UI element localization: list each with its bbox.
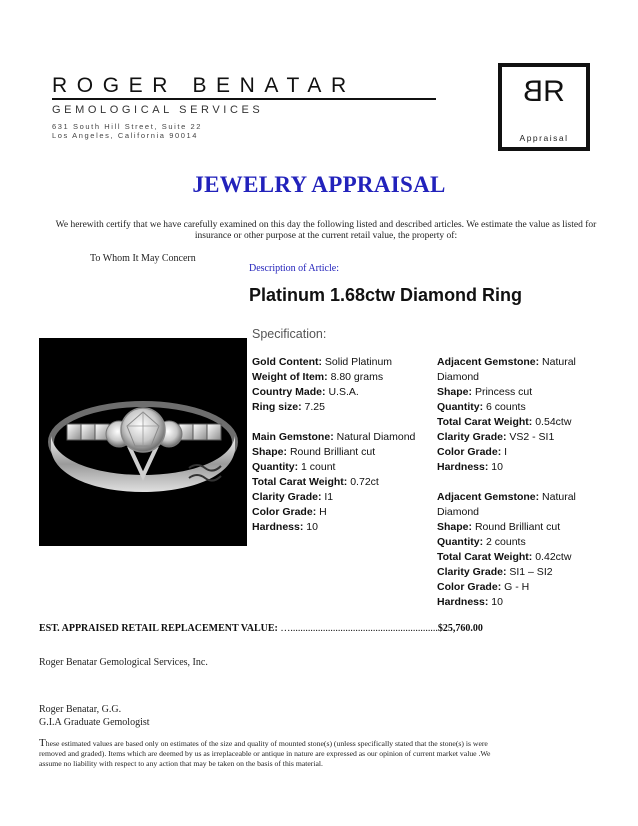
logo-monogram: BR bbox=[531, 75, 557, 108]
document-title: JEWELRY APPRAISAL bbox=[192, 172, 446, 197]
estimated-value-line bbox=[39, 623, 483, 634]
spec-hardness: Hardness: 10 bbox=[437, 461, 503, 473]
logo-caption: Appraisal bbox=[519, 133, 569, 143]
leader-dots: …........................................................... bbox=[280, 623, 438, 634]
spec-adjacent-gemstone: Adjacent Gemstone: Natural Diamond bbox=[437, 356, 576, 383]
spec-color: Color Grade: I bbox=[437, 446, 508, 458]
spec-total-carat: Total Carat Weight: 0.54ctw bbox=[437, 416, 572, 428]
spec-shape: Shape: Round Brilliant cut bbox=[437, 521, 561, 533]
specification-label: Specification: bbox=[252, 327, 327, 341]
disclaimer-drop-letter: T bbox=[39, 737, 46, 749]
disclaimer-text: hese estimated values are based only on estimates of the size and quality of mounted stone(s) (unless specifically stated that the stone(s) is were removed and graded). Items which are deemed by us as irreplaceable or antique in nature are expressed as our opinion of current market value .We assume no liability with respect to any action that may be taken on the basis of this material. bbox=[39, 739, 491, 768]
spec-shape: Shape: Princess cut bbox=[437, 386, 533, 398]
spec-quantity: Quantity: 2 counts bbox=[437, 536, 526, 548]
spec-clarity: Clarity Grade: SI1 – SI2 bbox=[437, 566, 553, 578]
recipient: To Whom It May Concern bbox=[90, 253, 196, 264]
spec-quantity: Quantity: 1 count bbox=[252, 461, 336, 473]
spec-hardness: Hardness: 10 bbox=[437, 596, 503, 608]
spec-quantity: Quantity: 6 counts bbox=[437, 401, 526, 413]
adjacent-stone-specs bbox=[437, 355, 607, 610]
company-subtitle: GEMOLOGICAL SERVICES bbox=[52, 104, 264, 116]
spec-gold-content: Gold Content: Solid Platinum bbox=[252, 356, 393, 368]
appraisal-logo bbox=[498, 63, 590, 151]
spec-shape: Shape: Round Brilliant cut bbox=[252, 446, 376, 458]
spec-country: Country Made: U.S.A. bbox=[252, 386, 359, 398]
spec-ring-size: Ring size: 7.25 bbox=[252, 401, 325, 413]
estimated-value: $25,760.00 bbox=[437, 623, 483, 634]
spec-main-gemstone: Main Gemstone: Natural Diamond bbox=[252, 431, 416, 443]
signer-title: G.I.A Graduate Gemologist bbox=[39, 717, 150, 728]
company-signature: Roger Benatar Gemological Services, Inc. bbox=[39, 657, 208, 668]
article-title: Platinum 1.68ctw Diamond Ring bbox=[249, 285, 523, 305]
signer-block bbox=[39, 703, 150, 729]
certification-statement: We herewith certify that we have carefully examined on this day the following listed and described articles. We estimate the value as listed for insurance or other purpose at the current retail value, the property of: bbox=[55, 220, 597, 241]
company-name: ROGER BENATAR bbox=[52, 74, 356, 97]
spec-clarity: Clarity Grade: VS2 - SI1 bbox=[437, 431, 555, 443]
spec-hardness: Hardness: 10 bbox=[252, 521, 318, 533]
disclaimer bbox=[39, 738, 509, 769]
spec-weight: Weight of Item: 8.80 grams bbox=[252, 371, 384, 383]
spec-adjacent-gemstone: Adjacent Gemstone: Natural Diamond bbox=[437, 491, 576, 518]
signer-name: Roger Benatar, G.G. bbox=[39, 704, 122, 715]
main-stone-specs bbox=[252, 355, 415, 535]
spec-color: Color Grade: H bbox=[252, 506, 327, 518]
header-divider bbox=[52, 98, 436, 100]
estimated-value-label: EST. APPRAISED RETAIL REPLACEMENT VALUE: bbox=[39, 623, 278, 634]
address-line-2: Los Angeles, California 90014 bbox=[52, 131, 199, 140]
ring-photo bbox=[39, 338, 247, 546]
spec-total-carat: Total Carat Weight: 0.72ct bbox=[252, 476, 379, 488]
spec-clarity: Clarity Grade: I1 bbox=[252, 491, 334, 503]
address-line-1: 631 South Hill Street, Suite 22 bbox=[52, 122, 203, 131]
spec-total-carat: Total Carat Weight: 0.42ctw bbox=[437, 551, 572, 563]
spec-color: Color Grade: G - H bbox=[437, 581, 530, 593]
description-label: Description of Article: bbox=[249, 263, 339, 274]
